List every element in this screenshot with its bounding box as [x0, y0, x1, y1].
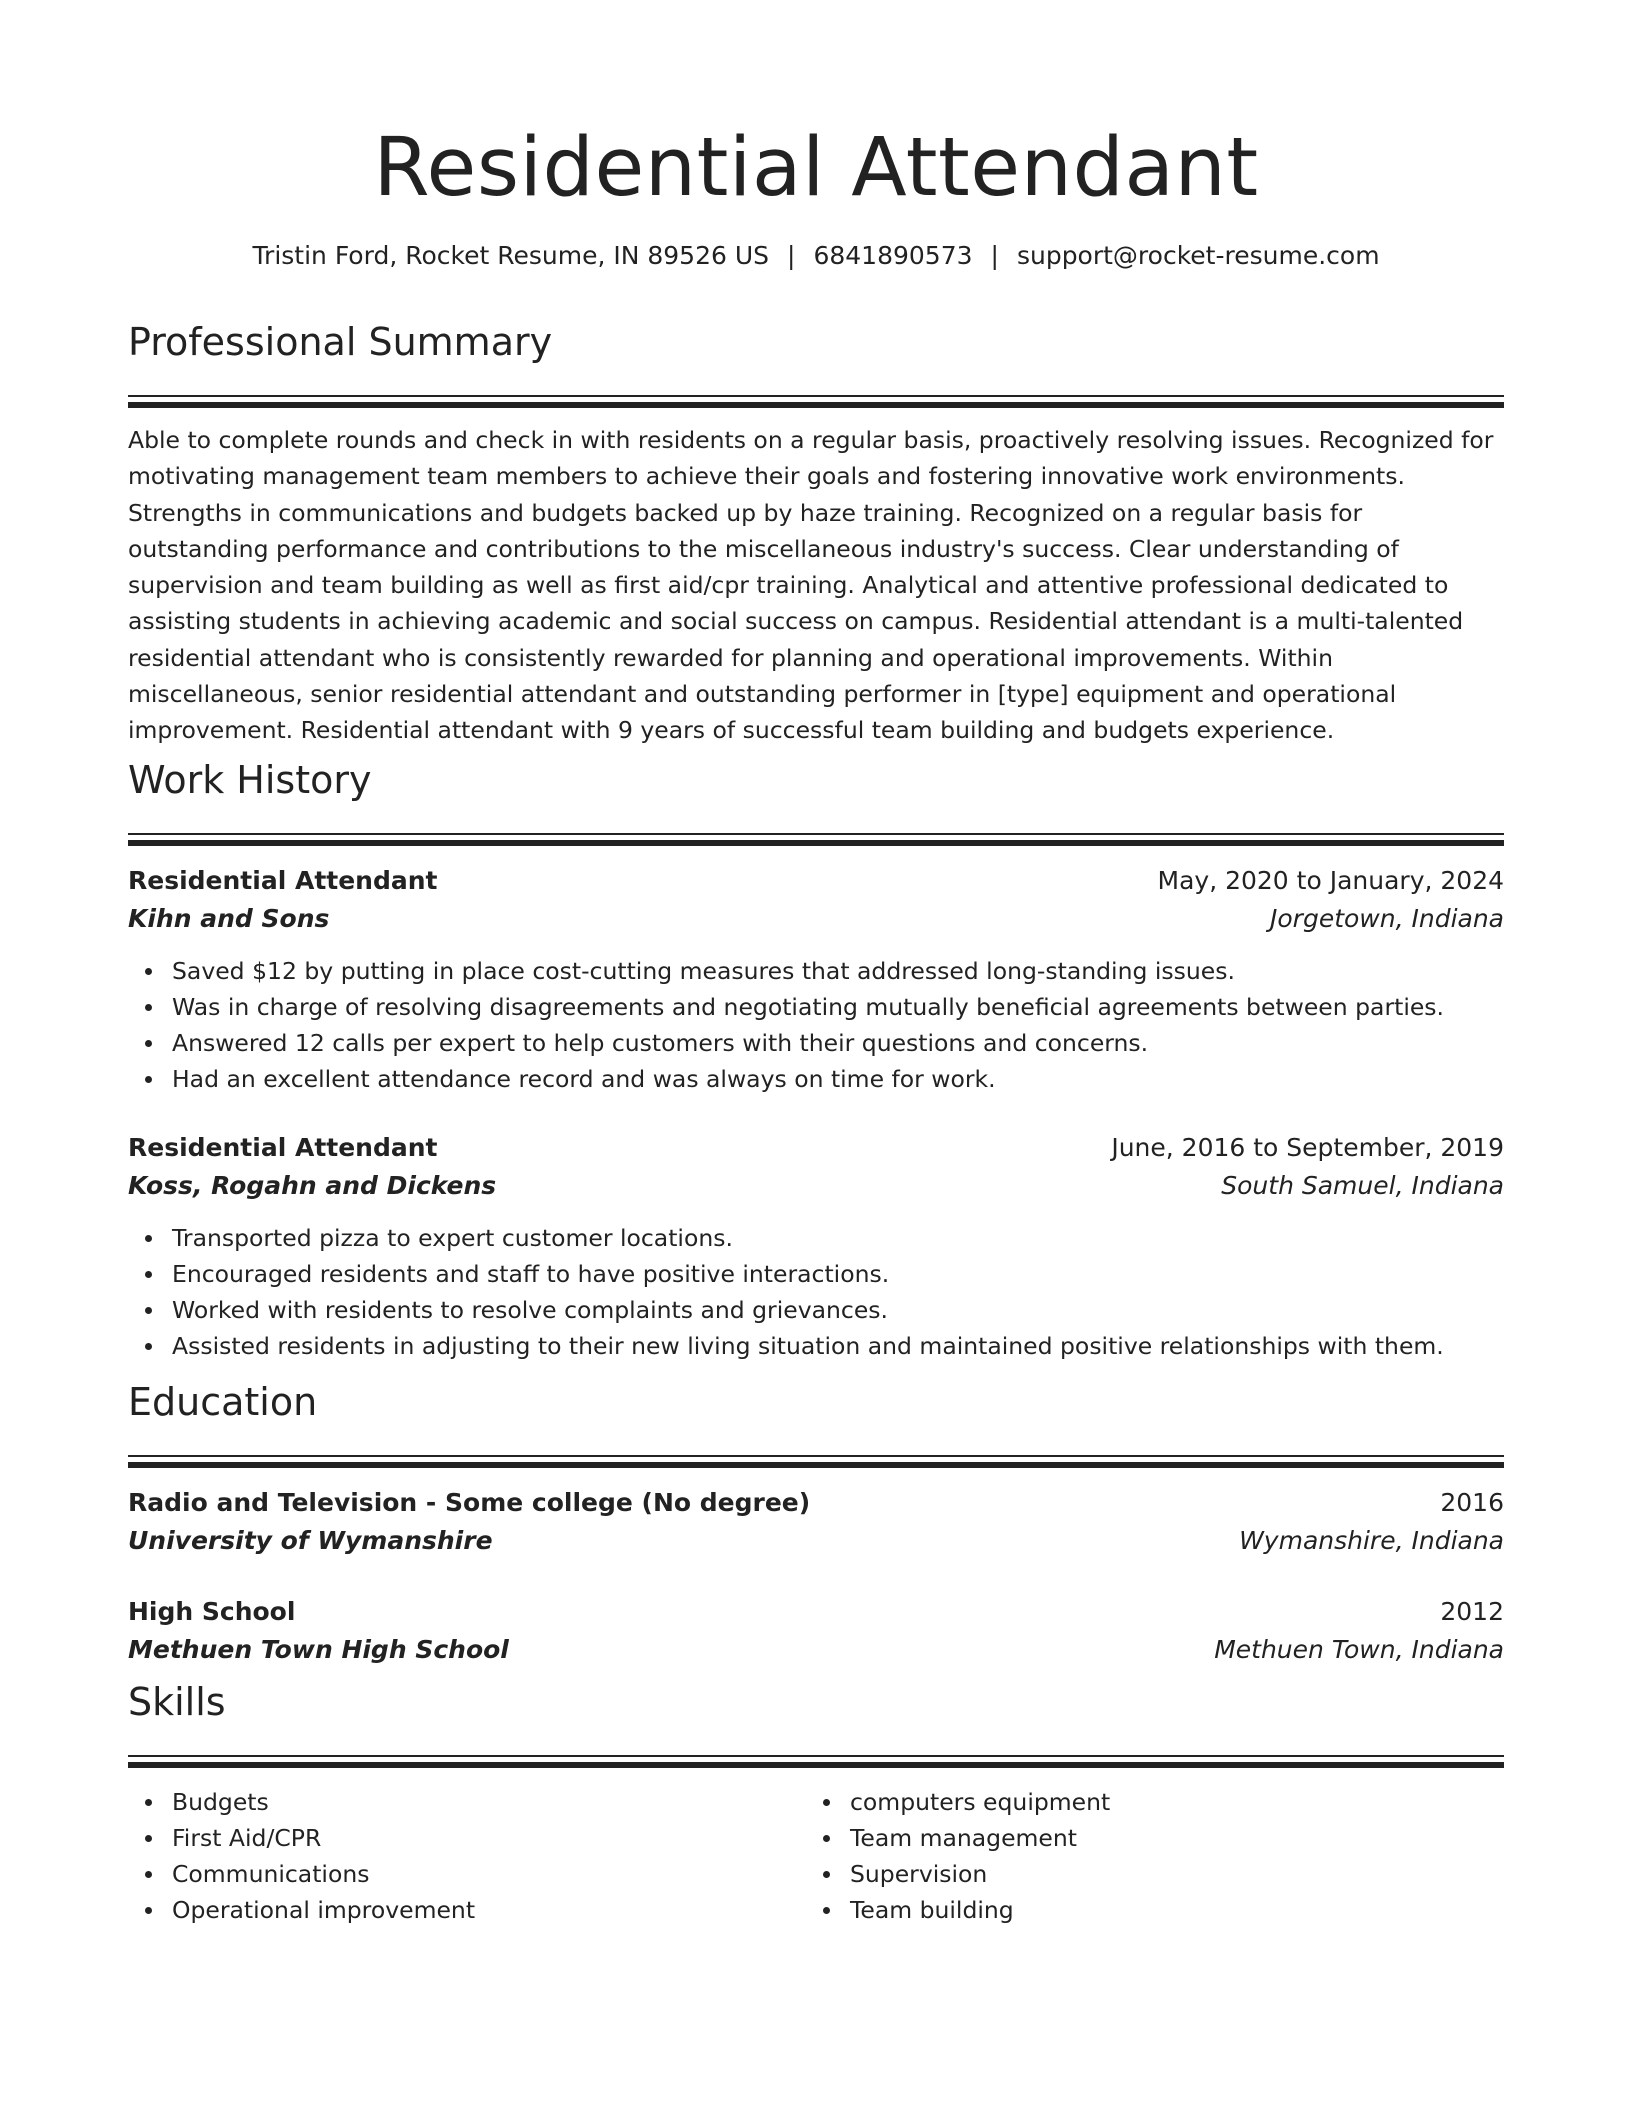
education-school: University of Wymanshire: [128, 1526, 493, 1555]
job-bullets: [128, 953, 1504, 1097]
contact-email: support@rocket-resume.com: [1016, 241, 1380, 270]
skills-section: [128, 1678, 1504, 1924]
contact-separator: |: [787, 241, 796, 270]
section-divider: [128, 1755, 1504, 1757]
skills-list-right: [806, 1784, 1110, 1928]
job-dates: June, 2016 to September, 2019: [1111, 1133, 1504, 1162]
summary-text: Able to complete rounds and check in with residents on a regular basis, proactively resolving issues. Recognized for motivating management team members to achieve their goals and fostering innovative work environments. Strengths in communications and budgets backed up by haze training. Recognized on a regular basis for outstanding performance and contributions to the miscellaneous industry's success. Clear understanding of supervision and team building as well as first aid/cpr training. Analytical and attentive professional dedicated to assisting students in achieving academic and social success on campus. Residential attendant is a multi-talented residential attendant who is consistently rewarded for planning and operational improvements. Within miscellaneous, senior residential attendant and outstanding performer in [type] equipment and operational improvement. Residential attendant with 9 years of successful team building and budgets experience.: [128, 426, 1494, 745]
list-item: Encouraged residents and staff to have positive interactions.: [128, 1256, 1504, 1292]
job-entry: [128, 1129, 1504, 1364]
education-degree: High School: [128, 1597, 296, 1626]
summary-heading: Professional Summary: [128, 320, 553, 364]
list-item: Communications: [128, 1856, 475, 1892]
job-location: Jorgetown, Indiana: [1270, 904, 1504, 933]
job-dates: May, 2020 to January, 2024: [1157, 866, 1504, 895]
list-item: Transported pizza to expert customer locations.: [128, 1220, 1504, 1256]
section-divider: [128, 833, 1504, 835]
job-title: Residential Attendant: [128, 866, 438, 895]
list-item: Budgets: [128, 1784, 475, 1820]
education-school-row: [128, 1522, 1504, 1560]
education-heading: Education: [128, 1380, 318, 1424]
education-year: 2012: [1440, 1597, 1504, 1626]
contact-phone: 6841890573: [813, 241, 973, 270]
job-company-row: [128, 1167, 1504, 1205]
list-item: Worked with residents to resolve complaints and grievances.: [128, 1292, 1504, 1328]
education-section: [128, 1378, 1504, 1669]
job-entry: [128, 862, 1504, 1097]
section-divider-thick: [128, 402, 1504, 408]
section-divider-thick: [128, 1462, 1504, 1468]
section-divider: [128, 395, 1504, 397]
list-item: Had an excellent attendance record and was always on time for work.: [128, 1061, 1504, 1097]
list-item: Saved $12 by putting in place cost-cutting measures that addressed long-standing issues.: [128, 953, 1504, 989]
education-year: 2016: [1440, 1488, 1504, 1517]
education-entry: [128, 1484, 1504, 1560]
education-header-row: [128, 1484, 1504, 1522]
job-header-row: [128, 1129, 1504, 1167]
job-bullets: [128, 1220, 1504, 1364]
education-school: Methuen Town High School: [128, 1635, 509, 1664]
job-location: South Samuel, Indiana: [1221, 1171, 1504, 1200]
list-item: Answered 12 calls per expert to help customers with their questions and concerns.: [128, 1025, 1504, 1061]
list-item: Operational improvement: [128, 1892, 475, 1928]
education-location: Methuen Town, Indiana: [1214, 1635, 1504, 1664]
section-divider: [128, 1455, 1504, 1457]
education-school-row: [128, 1631, 1504, 1669]
list-item: Team building: [806, 1892, 1110, 1928]
section-divider-thick: [128, 840, 1504, 846]
resume-title: Residential Attendant: [373, 121, 1259, 215]
list-item: First Aid/CPR: [128, 1820, 475, 1856]
job-company: Kihn and Sons: [128, 904, 330, 933]
list-item: Was in charge of resolving disagreements and negotiating mutually beneficial agreements between parties.: [128, 989, 1504, 1025]
list-item: Assisted residents in adjusting to their new living situation and maintained positive relationships with them.: [128, 1328, 1504, 1364]
skills-list-left: [128, 1784, 475, 1928]
education-location: Wymanshire, Indiana: [1239, 1526, 1504, 1555]
list-item: Supervision: [806, 1856, 1110, 1892]
education-degree: Radio and Television - Some college (No degree): [128, 1488, 811, 1517]
work-history-section: [128, 756, 1504, 1364]
work-history-heading: Work History: [128, 758, 372, 802]
list-item: computers equipment: [806, 1784, 1110, 1820]
summary-section: [128, 318, 1504, 749]
contact-line: [128, 238, 1504, 274]
education-entry: [128, 1593, 1504, 1669]
job-header-row: [128, 862, 1504, 900]
contact-separator: |: [990, 241, 999, 270]
job-company-row: [128, 900, 1504, 938]
contact-address: Tristin Ford, Rocket Resume, IN 89526 US: [252, 241, 770, 270]
skills-heading: Skills: [128, 1680, 226, 1724]
education-header-row: [128, 1593, 1504, 1631]
job-company: Koss, Rogahn and Dickens: [128, 1171, 497, 1200]
section-divider-thick: [128, 1762, 1504, 1768]
list-item: Team management: [806, 1820, 1110, 1856]
job-title: Residential Attendant: [128, 1133, 438, 1162]
